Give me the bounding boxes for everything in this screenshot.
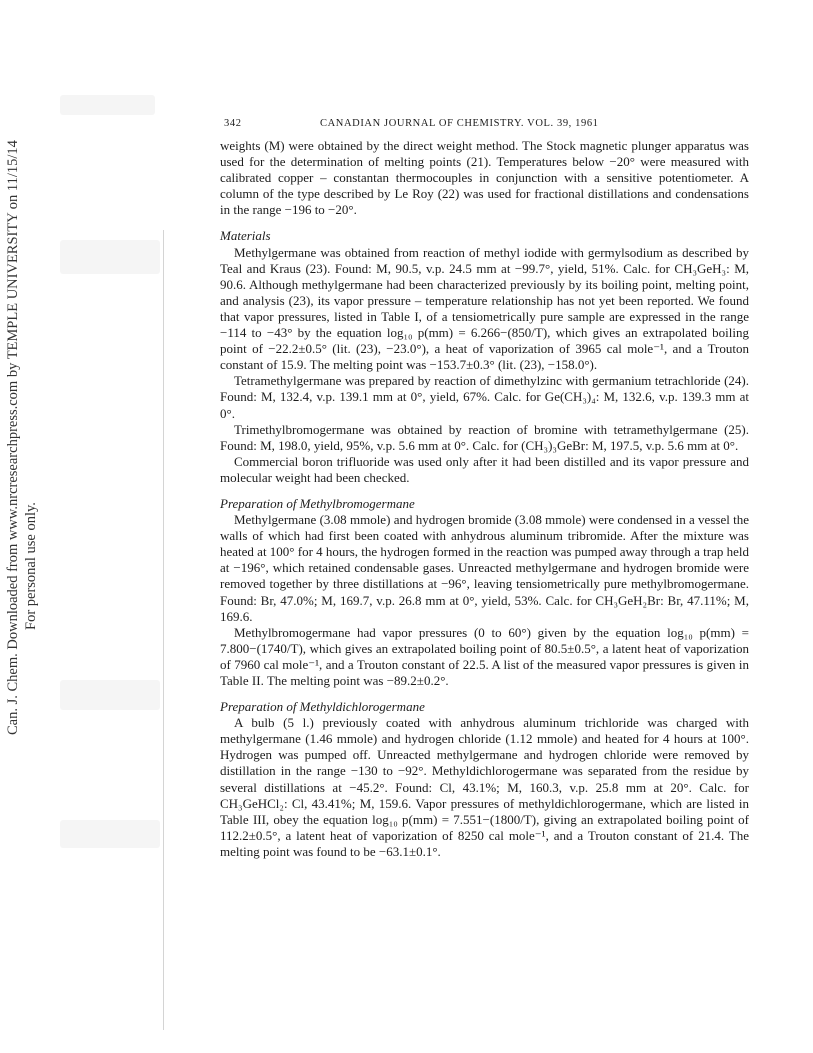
page-number: 342 [224, 118, 242, 129]
paragraph: Tetramethylgermane was prepared by reaction of dimethylzinc with germanium tetrachloride (24). Found: M, 132.4, v.p. 139.1 mm at 0°, yield, 67%. Calc. for Ge(CH₃)₄: M, 132.6, v.p. 139.3 mm at 0°. [220, 373, 749, 421]
scan-smudge [60, 95, 155, 115]
paragraph: Methylgermane was obtained from reaction of methyl iodide with germylsodium as described by Teal and Kraus (23). Found: M, 90.5, v.p. 24.5 mm at −99.7°, yield, 51%. Calc. for CH₃GeH₃: M, 90.6. Although methylgermane had been characterized previously by its boiling point, melting point, and analysis (23), its vapor pressure – temperature relationship has not yet been reported. We found that vapor pressures, listed in Table I, of a tensiometrically pure sample are expressed in the range −114 to −43° by the equation log₁₀ p(mm) = 6.266−(850/T), which gives an extrapolated boiling point of −22.2±0.5° (lit. (23), −23.0°), a heat of vaporization of 3965 cal mole⁻¹, and a Trouton constant of 15.9. The melting point was −153.7±0.3° (lit. (23), −158.0°). [220, 244, 749, 373]
personal-use-line: For personal use only. [23, 502, 39, 630]
scan-smudge [60, 240, 160, 274]
journal-title: CANADIAN JOURNAL OF CHEMISTRY. VOL. 39, 1961 [320, 118, 599, 129]
download-stamp [0, 140, 48, 735]
section-heading-materials: Materials [220, 228, 271, 244]
running-head [220, 118, 749, 134]
article-body [220, 138, 749, 860]
intro-paragraph: weights (M) were obtained by the direct weight method. The Stock magnetic plunger apparatus was used for the determination of melting points (21). Temperatures below −20° were measured with calibrated copper – constantan thermocouples in conjunction with a sensitive potentiometer. A column of the type described by Le Roy (22) was used for fractional distillations and condensations in the range −196 to −20°. [220, 138, 749, 218]
download-stamp-line: Can. J. Chem. Downloaded from www.nrcresearchpress.com by TEMPLE UNIVERSITY on 11/15/14 [5, 140, 21, 735]
paragraph: Methylgermane (3.08 mmole) and hydrogen bromide (3.08 mmole) were condensed in a vessel the walls of which had first been coated with anhydrous aluminum tribromide. After the mixture was heated at 100° for 4 hours, the hydrogen formed in the reaction was pumped away through a trap held at −196°, which retained condensable gases. Unreacted methylgermane and hydrogen bromide were removed together by three distillations at −96°, leaving tensiometrically pure methylbromogermane. Found: Br, 47.0%; M, 169.7, v.p. 26.8 mm at 0°, yield, 53%. Calc. for CH₃GeH₂Br: Br, 47.11%; M, 169.6. [220, 512, 750, 624]
scan-smudge [60, 820, 160, 848]
margin-rule [163, 230, 164, 1030]
paragraph: Methylbromogermane had vapor pressures (0 to 60°) given by the equation log₁₀ p(mm) = 7.800−(1740/T), which gives an extrapolated boiling point of 80.5±0.5°, a latent heat of vaporization of 7960 cal mole⁻¹, and a Trouton constant of 22.5. A list of the measured vapor pressures is given in Table II. The melting point was −89.2±0.2°. [220, 624, 749, 688]
paragraph: A bulb (5 l.) previously coated with anhydrous aluminum trichloride was charged with methylgermane (1.46 mmole) and hydrogen chloride (1.12 mmole) and heated for 4 hours at 100°. Hydrogen was pumped off. Unreacted methylgermane and hydrogen chloride were removed by distillation in the range −130 to −92°. Methyldichlorogermane was separated from the residue by several distillations at −45.2°. Found: Cl, 43.1%; M, 160.3, v.p. 25.8 mm at 20°. Calc. for CH₃GeHCl₂: Cl, 43.41%; M, 159.6. Vapor pressures of methyldichlorogermane, which are listed in Table III, obey the equation log₁₀ p(mm) = 7.551−(1800/T), giving an extrapolated boiling point of 112.2±0.5°, a latent heat of vaporization of 8250 cal mole⁻¹, and a Trouton constant of 21.4. The melting point was found to be −63.1±0.1°. [220, 715, 749, 859]
section-heading-methyldichlorogermane: Preparation of Methyldichlorogermane [220, 699, 425, 715]
paragraph: Commercial boron trifluoride was used only after it had been distilled and its vapor pressure and molecular weight had been checked. [220, 453, 749, 485]
section-heading-methylbromogermane: Preparation of Methylbromogermane [220, 495, 415, 511]
scan-smudge [60, 680, 160, 710]
paragraph: Trimethylbromogermane was obtained by reaction of bromine with tetramethylgermane (25). Found: M, 198.0, yield, 95%, v.p. 5.6 mm at 0°. Calc. for (CH₃)₃GeBr: M, 197.5, v.p. 5.6 mm at 0°. [220, 421, 749, 453]
